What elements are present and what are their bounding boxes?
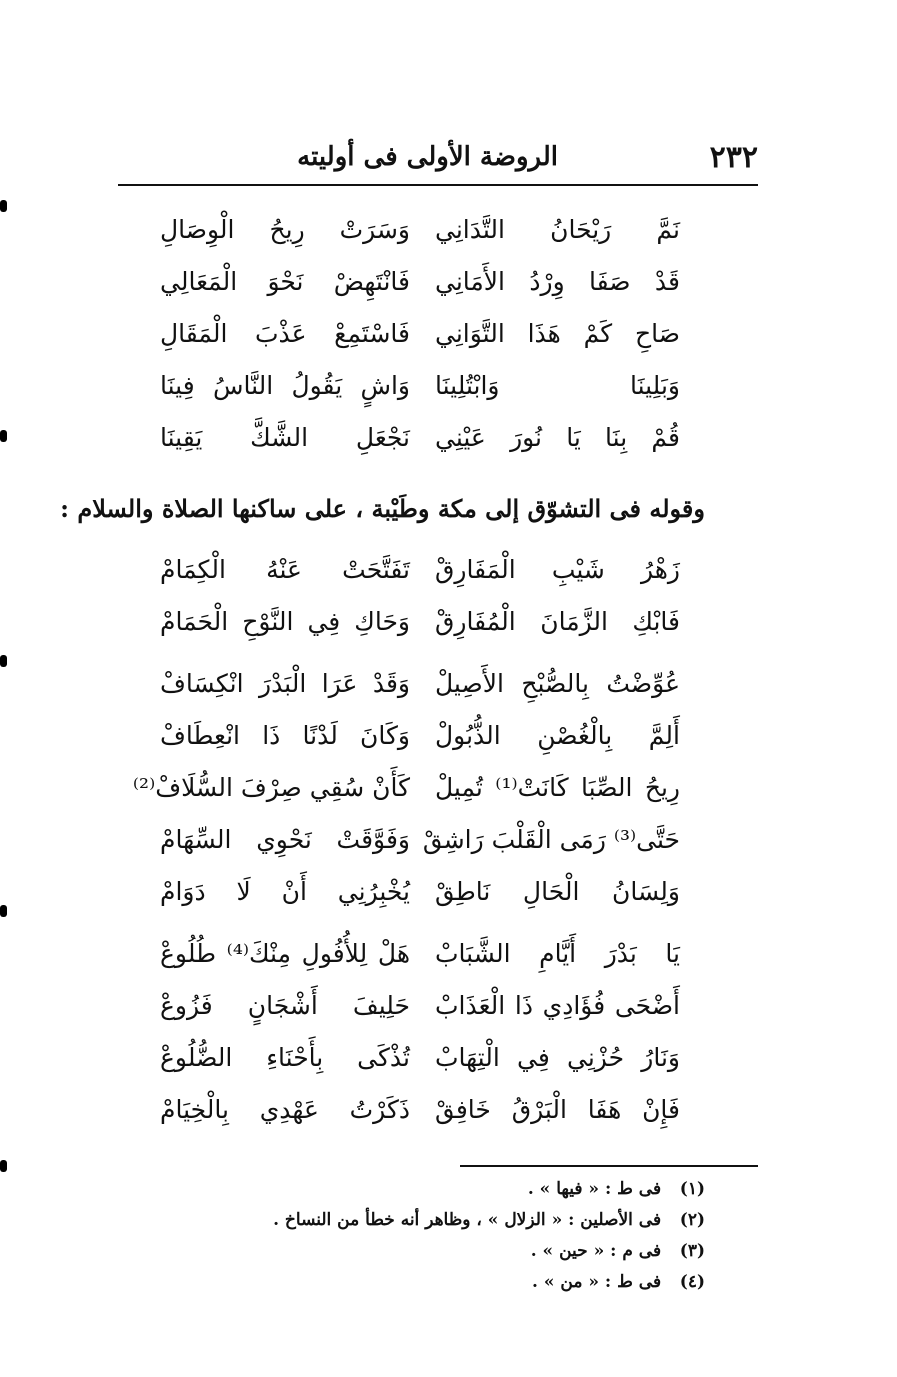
- verse-second-hemistich: فَاسْتَمِعْ عَذْبَ الْمَقَالِ: [160, 319, 410, 348]
- verse-line: [160, 256, 680, 308]
- footnote-number: (١): [679, 1179, 705, 1199]
- verse-line: [160, 1084, 680, 1136]
- verse-line: [160, 928, 680, 980]
- verse-line: [160, 204, 680, 256]
- scan-edge-mark: [0, 1160, 7, 1172]
- verse-line: [160, 814, 680, 866]
- footnote: [180, 1236, 705, 1267]
- verse-second-hemistich: نَجْعَلِ الشَّكَّ يَقِينَا: [160, 423, 410, 452]
- footnote-number: (٢): [679, 1210, 705, 1230]
- verse-first-hemistich: وَلِسَانُ الْحَالِ نَاطِقْ: [435, 877, 680, 906]
- verse-line: [160, 980, 680, 1032]
- verse-line: [132, 762, 680, 814]
- footnote-text: فى ط : « فيها » .: [527, 1179, 662, 1199]
- verse-line: [160, 596, 680, 648]
- scan-edge-mark: [0, 430, 7, 442]
- footnote-text: فى ط : « من » .: [532, 1272, 662, 1292]
- verse-line: [160, 658, 680, 710]
- verse-second-hemistich: حَلِيفَ أَشْجَانٍ فَزُوعْ: [160, 991, 410, 1020]
- verse-second-hemistich: فَانْتَهِضْ نَحْوَ الْمَعَالِي: [160, 267, 410, 296]
- verse-second-hemistich: ذَكَرْتُ عَهْدِي بِالْخِيَامْ: [160, 1095, 410, 1124]
- verse-first-hemistich: أَضْحَى فُؤَادِي ذَا الْعَذَابْ: [435, 991, 680, 1020]
- verse-second-hemistich: وَفَوَّقَتْ نَحْوِي السِّهَامْ: [160, 825, 410, 854]
- verse-second-hemistich: تَفَتَّحَتْ عَنْهُ الْكِمَامْ: [160, 555, 410, 584]
- verse-first-hemistich: يَا بَدْرَ أَيَّامِ الشَّبَابْ: [435, 939, 680, 968]
- footnote: [180, 1267, 705, 1298]
- verse-second-hemistich: وَحَاكِ فِي النَّوْحِ الْحَمَامْ: [160, 607, 410, 636]
- verse-first-hemistich: أَلِمَّ بِالْغُصْنِ الذُّبُولْ: [435, 721, 680, 750]
- verse-line: [160, 866, 680, 918]
- footnote-text: فى م : « حين » .: [530, 1241, 662, 1261]
- verse-first-hemistich: فَإِنْ هَفَا الْبَرْقُ خَافِقْ: [435, 1095, 680, 1124]
- page-header: [118, 138, 758, 182]
- poem-first: [160, 204, 680, 464]
- footnotes: [180, 1174, 705, 1298]
- verse-first-hemistich: صَاحِ كَمْ هَذَا التَّوَانِي: [435, 319, 680, 348]
- verse-second-hemistich: يُخْبِرُنِي أَنْ لَا دَوَامْ: [160, 877, 410, 906]
- verse-second-hemistich: وَسَرَتْ رِيحُ الْوِصَالِ: [160, 215, 410, 244]
- header-rule: [118, 184, 758, 186]
- verse-first-hemistich: فَابْكِ الزَّمَانَ الْمُفَارِقْ: [435, 607, 680, 636]
- verse-line: [160, 412, 680, 464]
- verse-first-hemistich: رِيحُ الصِّبَا كَانَتْ⁽¹⁾ تُمِيلْ: [435, 773, 680, 802]
- verse-second-hemistich: وَاشٍ يَقُولُ النَّاسُ فِينَا: [160, 371, 410, 400]
- verse-first-hemistich: عُوِّضْتُ بِالصُّبْحِ الأَصِيلْ: [435, 669, 680, 698]
- verse-first-hemistich: نَمَّ رَيْحَانُ التَّدَانِي: [435, 215, 680, 244]
- running-title: الروضة الأولى فى أوليته: [297, 142, 558, 172]
- page-number: ٢٣٢: [709, 140, 758, 175]
- verse-first-hemistich: حَتَّى⁽³⁾ رَمَى الْقَلْبَ رَاشِقْ: [422, 825, 680, 854]
- verse-line: [160, 308, 680, 360]
- verse-second-hemistich: كَأَنْ سُقِي صِرْفَ السُّلَافْ⁽²⁾: [132, 773, 410, 802]
- verse-first-hemistich: وَبَلِينَا وَابْتُلِينَا: [435, 371, 680, 400]
- verse-first-hemistich: زَهْرُ شَيْبِ الْمَفَارِقْ: [435, 555, 680, 584]
- footnote: [180, 1205, 705, 1236]
- verse-second-hemistich: وَقَدْ عَرَا الْبَدْرَ انْكِسَافْ: [160, 669, 410, 698]
- verse-first-hemistich: قُمْ بِنَا يَا نُورَ عَيْنِي: [435, 423, 680, 452]
- scan-edge-mark: [0, 200, 7, 212]
- verse-second-hemistich: هَلْ لِلأُفُولِ مِنْكَ⁽⁴⁾ طُلُوعْ: [160, 939, 410, 968]
- scan-edge-mark: [0, 905, 7, 917]
- footnote-rule: [460, 1165, 758, 1167]
- footnote-number: (٣): [679, 1241, 705, 1261]
- poem-second: [132, 544, 680, 1136]
- scan-edge-mark: [0, 655, 7, 667]
- footnote: [180, 1174, 705, 1205]
- intro-paragraph: وقوله فى التشوّق إلى مكة وطَيْبة ، على ساكنها الصلاة والسلام :: [60, 494, 705, 523]
- footnote-number: (٤): [679, 1272, 705, 1292]
- verse-line: [160, 710, 680, 762]
- verse-second-hemistich: وَكَانَ لَدْنًا ذَا انْعِطَافْ: [160, 721, 410, 750]
- verse-line: [160, 1032, 680, 1084]
- footnote-text: فى الأصلين : « الزلال » ، وظاهر أنه خطأ من النساخ .: [273, 1210, 662, 1230]
- verse-line: [160, 544, 680, 596]
- verse-first-hemistich: قَدْ صَفَا وِرْدُ الأَمَانِي: [435, 267, 680, 296]
- verse-first-hemistich: وَنَارُ حُزْنِي فِي الْتِهَابْ: [435, 1043, 680, 1072]
- verse-line: [160, 360, 680, 412]
- verse-second-hemistich: تُذْكَى بِأَحْنَاءِ الضُّلُوعْ: [160, 1043, 410, 1072]
